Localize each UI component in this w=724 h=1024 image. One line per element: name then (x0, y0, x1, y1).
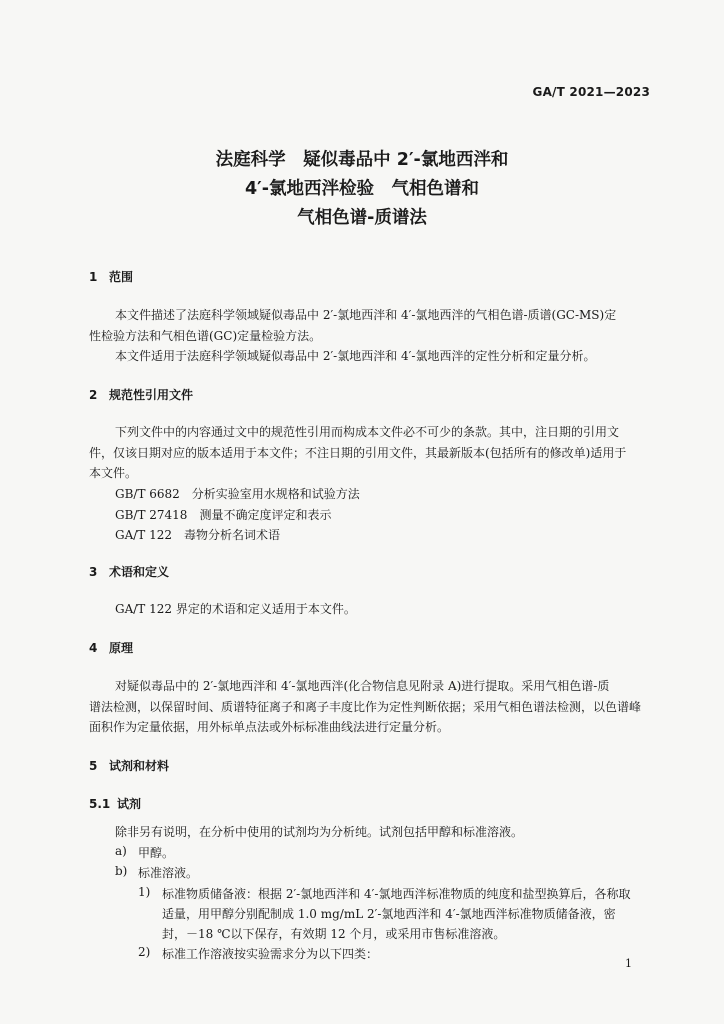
title-line-3: 气相色谱-质谱法 (297, 208, 427, 228)
sublist-marker: 1) (138, 885, 151, 899)
section-4-para-1-line-2: 谱法检测，以保留时间、质谱特征离子和离子丰度比作为定性判断依据；采用气相色谱法检测，以色谱峰 (89, 700, 642, 714)
section-3-heading: 3 术语和定义 (89, 565, 170, 579)
title-line-1: 法庭科学 疑似毒品中 2′-氯地西泮和 (215, 150, 509, 170)
section-1-heading: 1 范围 (89, 270, 134, 284)
section-2-para-1-line-3: 本文件。 (89, 466, 138, 480)
sublist-item-1-line-3: 封，－18 ℃以下保存，有效期 12 个月，或采用市售标准溶液。 (162, 927, 506, 941)
section-2-para-1-line-2: 件，仅该日期对应的版本适用于本文件；不注日期的引用文件，其最新版本(包括所有的修改单)适用于 (89, 446, 627, 460)
standard-code: GA/T 2021—2023 (532, 85, 650, 99)
section-1-para-2: 本文件适用于法庭科学领域疑似毒品中 2′-氯地西泮和 4′-氯地西泮的定性分析和定量分析。 (115, 349, 596, 363)
list-marker: a) (115, 844, 127, 858)
sublist-item-1-line-1: 标准物质储备液：根据 2′-氯地西泮和 4′-氯地西泮标准物质的纯度和盐型换算后，各称取 (162, 887, 631, 901)
sublist-item-1-line-2: 适量，用甲醇分别配制成 1.0 mg/mL 2′-氯地西泮和 4′-氯地西泮标准物质储备液，密 (162, 907, 616, 921)
section-2-para-1-line-1: 下列文件中的内容通过文中的规范性引用而构成本文件必不可少的条款。其中，注日期的引用文 (115, 425, 620, 439)
reference-item: GB/T 6682 分析实验室用水规格和试验方法 (115, 487, 360, 501)
reference-item: GB/T 27418 测量不确定度评定和表示 (115, 508, 332, 522)
section-5-1-intro: 除非另有说明，在分析中使用的试剂均为分析纯。试剂包括甲醇和标准溶液。 (115, 825, 524, 839)
sublist-item-2: 标准工作溶液按实验需求分为以下四类： (162, 947, 379, 961)
section-1-para-1-line-2: 性检验方法和气相色谱(GC)定量检验方法。 (89, 329, 322, 343)
reference-item: GA/T 122 毒物分析名词术语 (115, 528, 281, 542)
section-5-1-heading: 5.1 试剂 (89, 797, 142, 811)
section-4-para-1-line-3: 面积作为定量依据，用外标单点法或外标标准曲线法进行定量分析。 (89, 720, 450, 734)
section-2-heading: 2 规范性引用文件 (89, 388, 194, 402)
document-title (0, 146, 724, 233)
list-marker: b) (115, 864, 128, 878)
section-1-para-1-line-1: 本文件描述了法庭科学领域疑似毒品中 2′-氯地西泮和 4′-氯地西泮的气相色谱-质谱(GC-MS)定 (115, 308, 617, 322)
section-4-heading: 4 原理 (89, 641, 134, 655)
section-5-heading: 5 试剂和材料 (89, 759, 170, 773)
title-line-2: 4′-氯地西泮检验 气相色谱和 (244, 179, 480, 199)
list-item-a: 甲醇。 (138, 846, 175, 860)
section-4-para-1-line-1: 对疑似毒品中的 2′-氯地西泮和 4′-氯地西泮(化合物信息见附录 A)进行提取。采用气相色谱-质 (115, 679, 610, 693)
sublist-marker: 2) (138, 945, 151, 959)
list-item-b: 标准溶液。 (138, 866, 199, 880)
page-number: 1 (625, 957, 632, 970)
section-3-para-1: GA/T 122 界定的术语和定义适用于本文件。 (115, 602, 356, 616)
